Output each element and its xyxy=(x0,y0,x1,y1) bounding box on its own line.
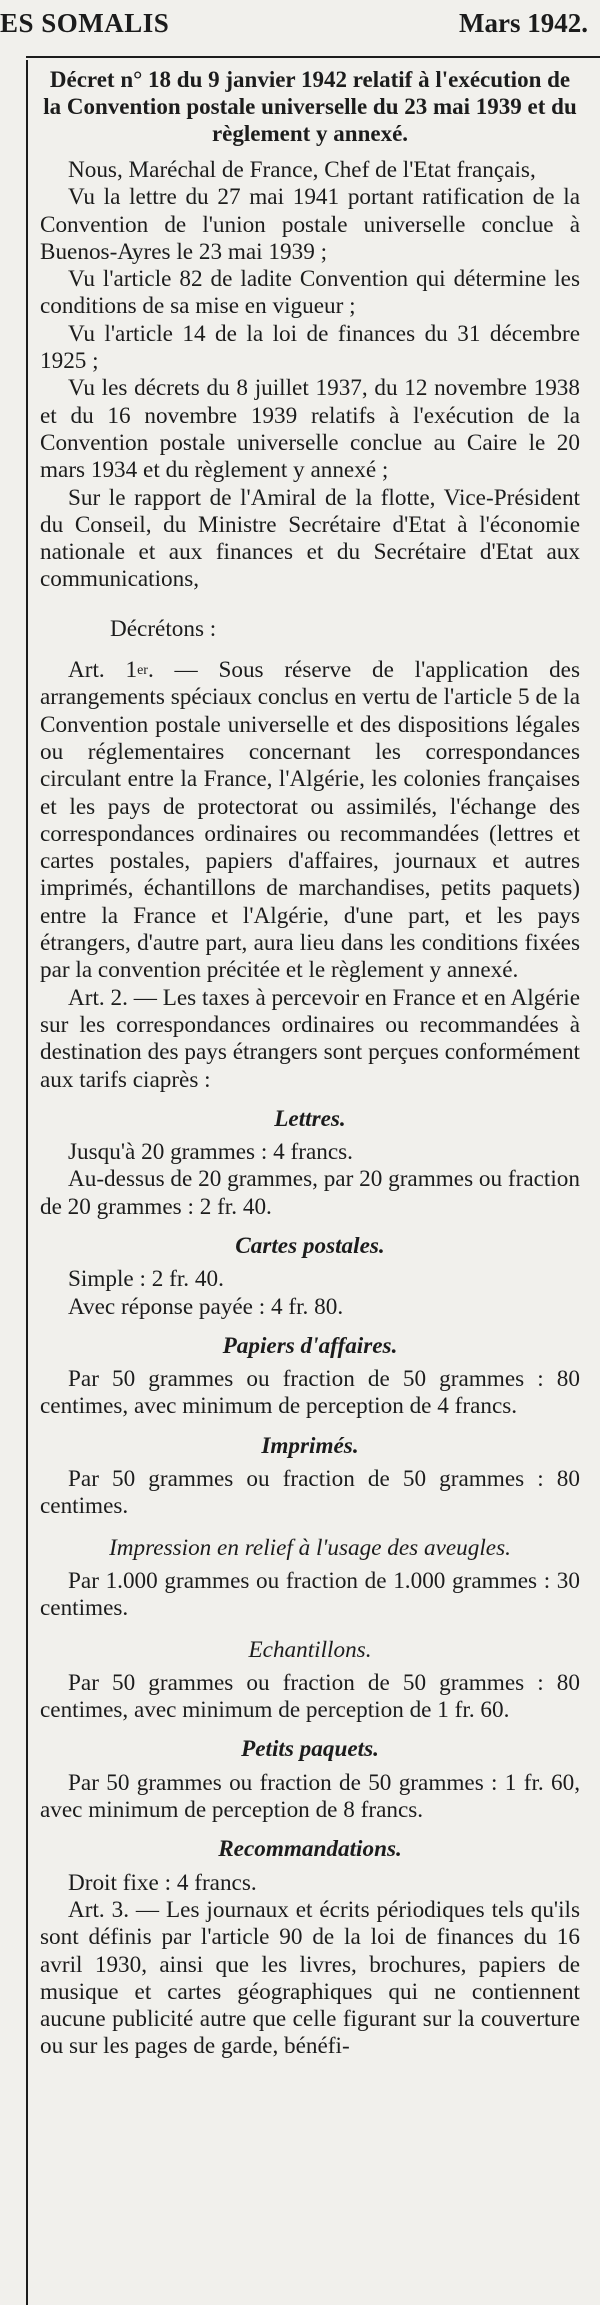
article-1-text: . — Sous réserve de l'application des arrangements spéciaux conclus en vertu de l'article 5 de la Convention postale universelle et des dispositions légales ou réglementaires concernant les correspondances circulant entre la France, l'Algérie, les colonies françaises et les pays de protectorat ou assimilés, l'échange des correspondances ordinaires ou recommandées (lettres et cartes postales, papiers d'affaires, journaux et autres imprimés, échantillons de marchandises, petits paquets) entre la France et l'Algérie, d'une part, et les pays étrangers, d'autre part, aura lieu dans les conditions fixées par la convention précitée et le règlement y annexé. xyxy=(40,657,580,984)
journal-name: ES SOMALIS xyxy=(0,8,170,38)
tariff-heading-echantillons: Echantillons. xyxy=(248,1636,372,1663)
tariff-line: Au-dessus de 20 grammes, par 20 grammes ou fraction de 20 grammes : 2 fr. 40. xyxy=(40,1166,580,1220)
article-1 xyxy=(40,657,580,985)
page-header xyxy=(0,0,600,58)
header-rule xyxy=(26,56,600,58)
tariff-heading-imprimes: Imprimés. xyxy=(261,1432,359,1459)
decretons: Décrétons : xyxy=(110,615,217,642)
preamble-line: Vu l'article 14 de la loi de finances du 31 décembre 1925 ; xyxy=(40,320,580,375)
tariff-line: Droit fixe : 4 francs. xyxy=(68,1869,257,1896)
article-1-sup: er xyxy=(137,663,148,679)
tariff-heading-paquets: Petits paquets. xyxy=(241,1736,379,1763)
tariff-line: Par 50 grammes ou fraction de 50 grammes : 80 centimes. xyxy=(40,1466,580,1520)
tariff-line: Simple : 2 fr. 40. xyxy=(68,1266,224,1293)
article-1-head: Art. 1 xyxy=(68,657,138,684)
article-2: Art. 2. — Les taxes à percevoir en France et en Algérie sur les correspondances ordinaires ou recommandées à destination des pays étrangers sont perçues conformément aux tarifs ciaprès : xyxy=(40,984,580,1093)
tariff-heading-recommandations: Recommandations. xyxy=(218,1836,402,1863)
tariff-line: Jusqu'à 20 grammes : 4 francs. xyxy=(68,1139,353,1166)
preamble-line: Vu l'article 82 de ladite Convention qui détermine les conditions de sa mise en vigueur ; xyxy=(40,266,580,320)
decree-title: Décret n° 18 du 9 janvier 1942 relatif à l'exécution de la Convention postale universelle du 23 mai 1939 et du règlement y annexé. xyxy=(43,67,577,146)
decree-column xyxy=(40,62,580,2061)
tariff-heading-lettres: Lettres. xyxy=(274,1105,346,1132)
tariff-heading-relief: Impression en relief à l'usage des aveugles. xyxy=(109,1534,511,1561)
preamble-line: Vu les décrets du 8 juillet 1937, du 12 novembre 1938 et du 16 novembre 1939 relatifs à l'exécution de la Convention postale universelle conclue au Caire le 20 mars 1934 et du règlement y annexé ; xyxy=(40,375,580,484)
tariff-line: Avec réponse payée : 4 fr. 80. xyxy=(68,1293,344,1320)
tariff-line: Par 50 grammes ou fraction de 50 grammes : 1 fr. 60, avec minimum de perception de 8 francs. xyxy=(40,1769,580,1824)
preamble-line: Vu la lettre du 27 mai 1941 portant ratification de la Convention de l'union postale universelle conclue à Buenos-Ayres le 23 mai 1939 ; xyxy=(40,184,580,265)
tariff-heading-cartes: Cartes postales. xyxy=(235,1232,385,1259)
preamble-line: Nous, Maréchal de France, Chef de l'Etat français, xyxy=(68,157,536,183)
tariff-heading-papiers: Papiers d'affaires. xyxy=(222,1332,398,1359)
tariff-line: Par 50 grammes ou fraction de 50 grammes : 80 centimes, avec minimum de perception de 1 fr. 60. xyxy=(40,1669,580,1724)
tariff-line: Par 1.000 grammes ou fraction de 1.000 grammes : 30 centimes. xyxy=(40,1567,580,1622)
article-3: Art. 3. — Les journaux et écrits périodiques tels qu'ils sont définis par l'article 90 de la loi de finances du 16 avril 1930, ainsi que les livres, brochures, papiers de musique et cartes géographiques qui ne contiennent aucune publicité autre que celle figurant sur la couverture ou sur les pages de garde, bénéfi- xyxy=(40,1896,580,2060)
column-rule xyxy=(26,60,28,2305)
preamble-line: Sur le rapport de l'Amiral de la flotte, Vice-Président du Conseil, du Ministre Secrétaire d'Etat à l'économie nationale et aux finances et du Secrétaire d'Etat aux communications, xyxy=(40,484,580,593)
tariff-line: Par 50 grammes ou fraction de 50 grammes : 80 centimes, avec minimum de perception de 4 francs. xyxy=(40,1366,580,1420)
issue-date: Mars 1942. xyxy=(459,8,588,38)
